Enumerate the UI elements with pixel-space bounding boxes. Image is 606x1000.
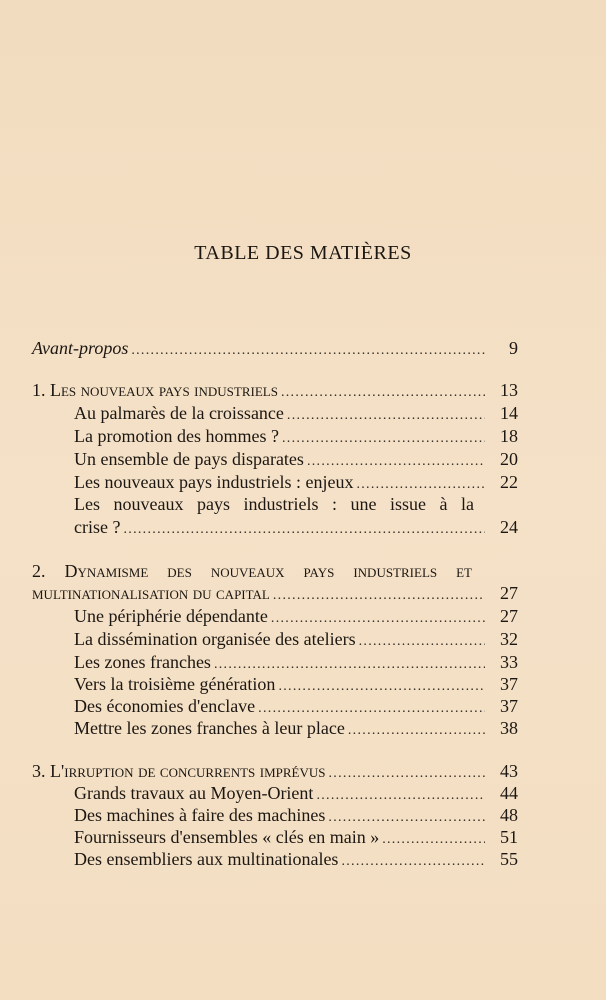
page-title: TABLE DES MATIÈRES: [194, 242, 412, 264]
toc-chapter-label-line2: multinationalisation du capital: [32, 583, 270, 603]
toc-section-label-line2: crise ?: [74, 517, 121, 537]
toc-section[interactable]: [74, 781, 518, 805]
toc-section-label: Grands travaux au Moyen-Orient: [74, 783, 314, 803]
dot-leader: [131, 339, 485, 363]
toc-page-number: 38: [500, 718, 518, 738]
toc-section[interactable]: [74, 672, 518, 696]
toc-section[interactable]: [74, 604, 518, 628]
toc-page-number: 51: [500, 827, 518, 847]
toc-section-label-line1[interactable]: Les nouveaux pays industriels : une issue à la: [74, 494, 474, 514]
toc-chapter-3[interactable]: [32, 759, 518, 783]
toc-section[interactable]: [74, 401, 518, 425]
toc-page-number: 37: [500, 696, 518, 716]
toc-section[interactable]: [74, 694, 518, 718]
toc-section-label: Un ensemble de pays disparates: [74, 449, 304, 469]
toc-page-number: 32: [500, 629, 518, 649]
toc-section-label: La dissémination organisée des ateliers: [74, 629, 356, 649]
toc-chapter-2[interactable]: [32, 581, 518, 605]
toc-page-number: 33: [500, 652, 518, 672]
toc-page-number: 43: [500, 761, 518, 781]
toc-section[interactable]: [74, 803, 518, 827]
toc-page-number: 24: [500, 517, 518, 537]
toc-section-label: Vers la troisième génération: [74, 674, 276, 694]
toc-section[interactable]: [74, 716, 518, 740]
toc-page-number: 44: [500, 783, 518, 803]
toc-section-label: Au palmarès de la croissance: [74, 403, 284, 423]
toc-section-label: Des machines à faire des machines: [74, 805, 326, 825]
toc-section-label: La promotion des hommes ?: [74, 426, 279, 446]
toc-section[interactable]: [74, 825, 518, 849]
toc-section[interactable]: [74, 650, 518, 674]
toc-section-label: Fournisseurs d'ensembles « clés en main »: [74, 827, 380, 847]
toc-page-number: 27: [500, 606, 518, 626]
toc-chapter-label-line1: 2. Dynamisme des nouveaux pays industriels et: [32, 561, 472, 581]
toc-page-number: 18: [500, 426, 518, 446]
toc-section[interactable]: [74, 515, 518, 539]
toc-page-number: 48: [500, 805, 518, 825]
toc-entry-foreword[interactable]: [32, 336, 518, 360]
toc-chapter-label: 3. L'irruption de concurrents imprévus: [32, 761, 326, 781]
toc-section-label: Une périphérie dépendante: [74, 606, 268, 626]
toc-section[interactable]: [74, 847, 518, 871]
toc-entry-label: Avant-propos: [32, 338, 129, 358]
toc-page-number: 14: [500, 403, 518, 423]
toc-page-number: 37: [500, 674, 518, 694]
toc-section[interactable]: [74, 470, 518, 494]
dot-leader: [123, 518, 485, 542]
toc-page-number: 55: [500, 849, 518, 869]
toc-chapter-1[interactable]: [32, 378, 518, 402]
toc-section-label: Des économies d'enclave: [74, 696, 256, 716]
dot-leader: [348, 719, 485, 743]
toc-page-number: 22: [500, 472, 518, 492]
toc-section-label: Les nouveaux pays industriels : enjeux: [74, 472, 354, 492]
toc-section-label: Les zones franches: [74, 652, 211, 672]
toc-page-number: 20: [500, 449, 518, 469]
dot-leader: [341, 850, 485, 874]
toc-page-number: 9: [509, 338, 518, 358]
toc-page-number: 27: [500, 583, 518, 603]
toc-section[interactable]: [74, 447, 518, 471]
toc-chapter-2-line1[interactable]: [32, 559, 518, 583]
toc-section-label: Des ensembliers aux multinationales: [74, 849, 339, 869]
toc-page-number: 13: [500, 380, 518, 400]
toc-section-label: Mettre les zones franches à leur place: [74, 718, 345, 738]
toc-chapter-label: 1. Les nouveaux pays industriels: [32, 380, 278, 400]
toc-section[interactable]: [74, 424, 518, 448]
toc-section[interactable]: [74, 627, 518, 651]
